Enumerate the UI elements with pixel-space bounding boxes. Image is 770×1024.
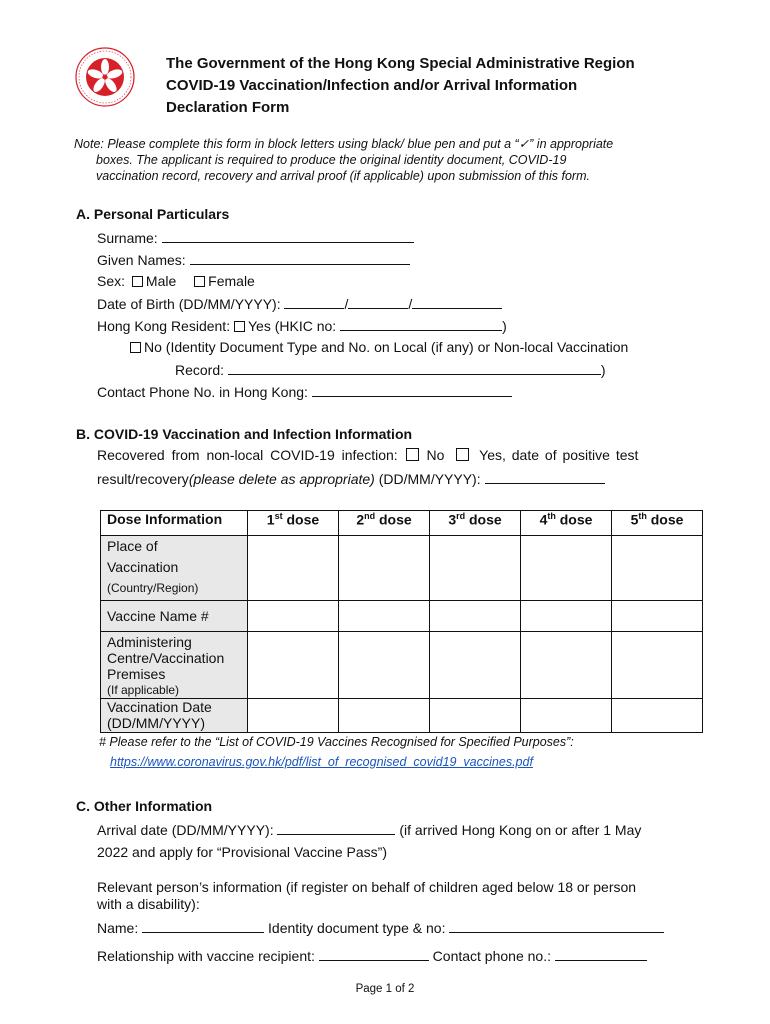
vaccine-dose-3-cell[interactable]	[430, 601, 521, 632]
surname-row	[97, 229, 414, 247]
record-close-paren: )	[600, 362, 606, 378]
result-recovery-row	[97, 470, 605, 488]
relationship-field[interactable]	[319, 947, 429, 961]
hk-resident-label: Hong Kong Resident:	[97, 318, 231, 334]
title-line-2: COVID-19 Vaccination/Infection and/or Arrival Information	[166, 77, 578, 94]
centre-line-3: Premises	[107, 666, 166, 682]
place-dose-4-cell[interactable]	[521, 536, 612, 601]
arrival-note-row: 2022 and apply for “Provisional Vaccine Pass”)	[97, 844, 388, 860]
title-line-1: The Government of the Hong Kong Special Administrative Region	[166, 55, 635, 72]
identity-doc-label: Identity document type & no:	[268, 920, 446, 936]
dose-header-info: Dose Information	[101, 511, 248, 536]
hkic-close-paren: )	[502, 318, 507, 334]
date-dose-5-cell[interactable]	[612, 699, 703, 733]
relevant-name-label: Name:	[97, 920, 139, 936]
dob-slash-2: /	[408, 296, 413, 312]
place-dose-3-cell[interactable]	[430, 536, 521, 601]
contact-phone-field[interactable]	[312, 383, 512, 397]
vaccination-date-label	[101, 699, 248, 733]
dose-header-5	[612, 511, 703, 536]
vacc-date-line-1: Vaccination Date	[107, 699, 212, 715]
section-c-heading: C. Other Information	[76, 798, 213, 814]
dob-day-field[interactable]	[284, 295, 344, 309]
relevant-person-row-1: Relevant person’s information (if register on behalf of children aged below 18 or person	[97, 879, 637, 895]
dose-1-word: dose	[282, 511, 320, 528]
section-b-heading: B. COVID-19 Vaccination and Infection Information	[76, 426, 413, 442]
result-date-format: (DD/MM/YYYY):	[378, 471, 481, 487]
relevant-person-row-2: with a disability):	[97, 896, 200, 912]
place-of-vaccination-label	[101, 536, 248, 601]
surname-field[interactable]	[162, 229, 414, 243]
vaccine-name-label: Vaccine Name #	[101, 601, 248, 632]
relevant-name-field[interactable]	[142, 919, 264, 933]
administering-centre-label	[101, 632, 248, 699]
dose-header-1	[248, 511, 339, 536]
dob-month-field[interactable]	[348, 295, 408, 309]
title-line-3: Declaration Form	[166, 99, 290, 116]
dose-5-suffix: th	[638, 511, 647, 521]
hk-resident-yes-checkbox[interactable]	[234, 321, 245, 332]
result-date-field[interactable]	[485, 470, 605, 484]
sex-row	[97, 273, 255, 290]
vaccine-dose-5-cell[interactable]	[612, 601, 703, 632]
table-row	[101, 536, 703, 601]
result-recovery-label: result/recovery	[97, 471, 189, 487]
centre-line-1: Administering	[107, 634, 192, 650]
vaccine-list-link[interactable]: https://www.coronavirus.gov.hk/pdf/list_of_recognised_covid19_vaccines.pdf	[110, 755, 533, 769]
male-checkbox[interactable]	[132, 276, 143, 287]
note	[74, 136, 698, 184]
place-dose-2-cell[interactable]	[339, 536, 430, 601]
place-line-1: Place of	[107, 538, 158, 554]
recovered-yes-label: Yes, date of positive test	[479, 447, 639, 463]
form-title	[166, 53, 635, 119]
note-line-2: boxes. The applicant is required to produce the original identity document, COVID-19	[96, 153, 567, 167]
centre-line-2: Centre/Vaccination	[107, 650, 225, 666]
arrival-date-row	[97, 821, 641, 839]
page-number: Page 1 of 2	[355, 983, 415, 995]
record-label: Record:	[175, 362, 225, 378]
contact-phone-label: Contact Phone No. in Hong Kong:	[97, 384, 308, 400]
female-label: Female	[208, 273, 255, 289]
dob-year-field[interactable]	[412, 295, 502, 309]
hk-resident-no-label: No (Identity Document Type and No. on Local (if any) or Non-local Vaccination	[144, 339, 629, 355]
section-a-heading: A. Personal Particulars	[76, 206, 230, 222]
relevant-contact-field[interactable]	[555, 947, 647, 961]
arrival-date-label: Arrival date (DD/MM/YYYY):	[97, 822, 274, 838]
vaccine-dose-4-cell[interactable]	[521, 601, 612, 632]
recovered-no-label: No	[426, 447, 445, 463]
given-names-row	[97, 251, 410, 269]
arrival-date-field[interactable]	[277, 821, 395, 835]
dose-4-word: dose	[555, 511, 593, 528]
centre-dose-3-cell[interactable]	[430, 632, 521, 699]
dose-5-num: 5	[630, 511, 639, 528]
dose-header-2	[339, 511, 430, 536]
dose-3-suffix: rd	[456, 511, 466, 521]
vaccine-dose-2-cell[interactable]	[339, 601, 430, 632]
table-row	[101, 632, 703, 699]
date-dose-2-cell[interactable]	[339, 699, 430, 733]
relevant-name-row	[97, 919, 664, 937]
surname-label: Surname:	[97, 230, 158, 246]
dose-table	[100, 510, 703, 733]
recovered-yes-checkbox[interactable]	[456, 448, 469, 461]
recovered-row	[97, 447, 697, 464]
dose-header-3	[430, 511, 521, 536]
identity-doc-field[interactable]	[449, 919, 664, 933]
male-label: Male	[145, 273, 177, 289]
contact-phone-row	[97, 383, 512, 401]
record-field[interactable]	[228, 361, 601, 375]
relationship-row	[97, 947, 647, 965]
recovered-label: Recovered from non-local COVID-19 infection:	[97, 447, 398, 463]
dose-header-4	[521, 511, 612, 536]
hksar-emblem-icon	[74, 46, 136, 108]
dose-3-num: 3	[448, 511, 457, 528]
centre-line-4: (If applicable)	[107, 683, 180, 697]
relationship-label: Relationship with vaccine recipient:	[97, 948, 315, 964]
given-names-label: Given Names:	[97, 252, 186, 268]
centre-dose-1-cell[interactable]	[248, 632, 339, 699]
dose-4-num: 4	[539, 511, 548, 528]
sex-label: Sex:	[97, 273, 126, 289]
hk-resident-yes-label: Yes (HKIC no:	[247, 318, 337, 334]
hk-resident-no-row	[130, 339, 628, 356]
place-line-3: (Country/Region)	[107, 581, 199, 595]
dose-4-suffix: th	[547, 511, 556, 521]
date-dose-1-cell[interactable]	[248, 699, 339, 733]
dose-5-word: dose	[646, 511, 684, 528]
dose-3-word: dose	[465, 511, 502, 528]
place-dose-1-cell[interactable]	[248, 536, 339, 601]
vaccine-footnote: # Please refer to the “List of COVID-19 Vaccines Recognised for Specified Purposes”:	[99, 735, 574, 749]
date-dose-4-cell[interactable]	[521, 699, 612, 733]
arrival-date-note: (if arrived Hong Kong on or after 1 May	[399, 822, 642, 838]
dob-row	[97, 295, 502, 313]
record-row	[175, 361, 606, 379]
dose-1-suffix: st	[274, 511, 283, 521]
note-line-1: Note: Please complete this form in block letters using black/ blue pen and put a “✓” in appropriate	[74, 137, 614, 151]
dob-label: Date of Birth (DD/MM/YYYY):	[97, 296, 281, 312]
female-checkbox[interactable]	[194, 276, 205, 287]
dose-2-num: 2	[356, 511, 365, 528]
table-row	[101, 601, 703, 632]
hkic-no-field[interactable]	[340, 317, 502, 331]
hk-resident-row	[97, 317, 507, 335]
hk-resident-no-checkbox[interactable]	[130, 342, 141, 353]
place-line-2: Vaccination	[107, 559, 179, 575]
vaccine-dose-1-cell[interactable]	[248, 601, 339, 632]
date-dose-3-cell[interactable]	[430, 699, 521, 733]
dose-2-suffix: nd	[364, 511, 376, 521]
table-row	[101, 699, 703, 733]
centre-dose-4-cell[interactable]	[521, 632, 612, 699]
note-line-3: vaccination record, recovery and arrival proof (if applicable) upon submission of this form.	[96, 169, 590, 183]
relevant-contact-label: Contact phone no.:	[432, 948, 551, 964]
centre-dose-2-cell[interactable]	[339, 632, 430, 699]
please-delete-note: (please delete as appropriate)	[188, 471, 375, 487]
dose-2-word: dose	[375, 511, 412, 528]
given-names-field[interactable]	[190, 251, 410, 265]
place-dose-5-cell[interactable]	[612, 536, 703, 601]
recovered-no-checkbox[interactable]	[406, 448, 419, 461]
centre-dose-5-cell[interactable]	[612, 632, 703, 699]
dose-1-num: 1	[266, 511, 275, 528]
vacc-date-line-2: (DD/MM/YYYY)	[107, 715, 205, 731]
dob-slash-1: /	[344, 296, 349, 312]
